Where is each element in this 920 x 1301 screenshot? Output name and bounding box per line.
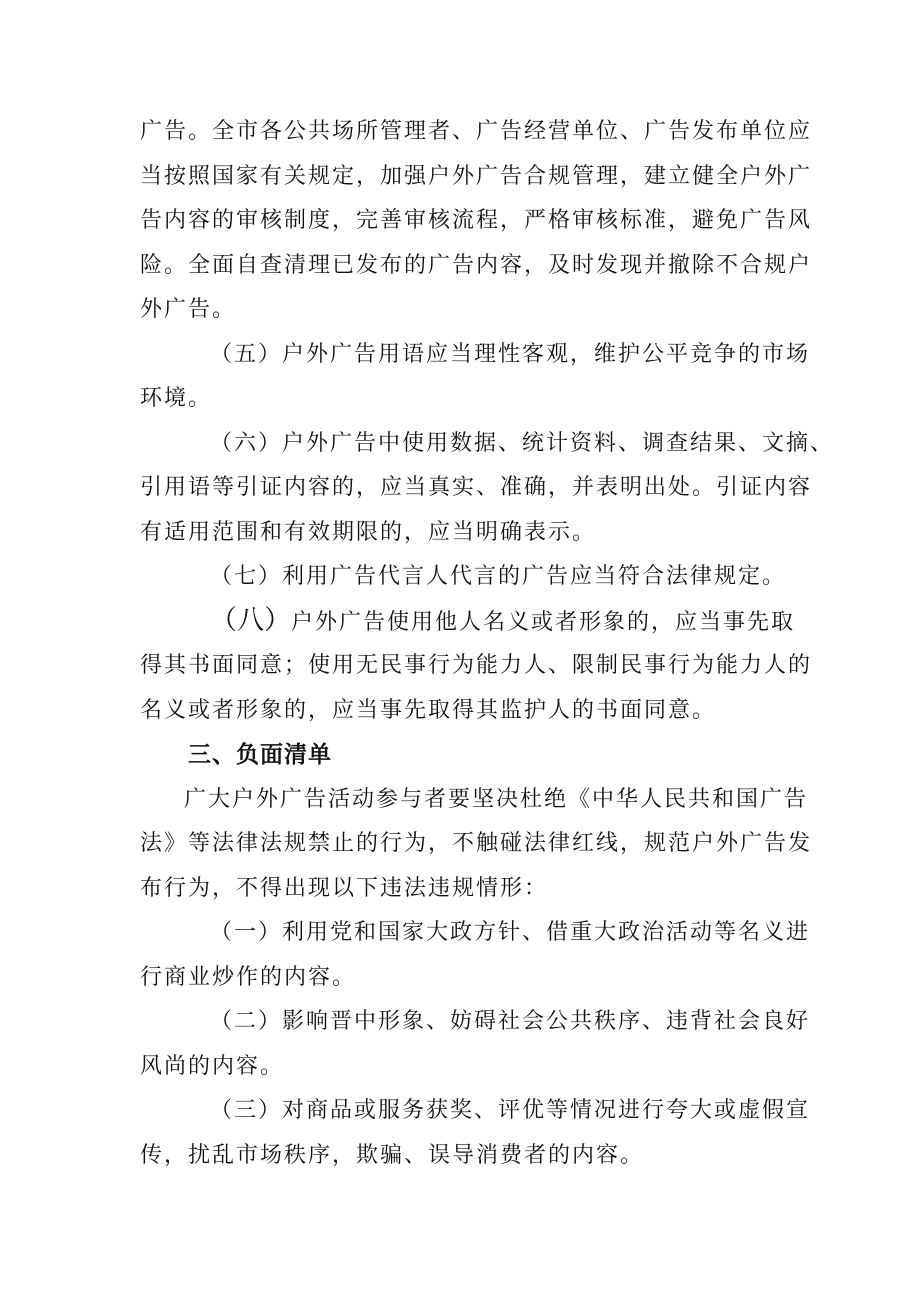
paragraph-line: （六）户外广告中使用数据、统计资料、调查结果、文摘、	[210, 431, 835, 456]
paragraph-line: 广大户外广告活动参与者要坚决杜绝《中华人民共和国广告	[184, 787, 809, 812]
paragraph-line: 风尚的内容。	[140, 1054, 285, 1079]
paragraph-line: 传，扰乱市场秩序，欺骗、误导消费者的内容。	[140, 1143, 645, 1168]
paragraph-line-text: 户外广告使用他人名义或者形象的，应当事先取	[291, 610, 796, 635]
paragraph-line: （二）影响晋中形象、妨碍社会公共秩序、违背社会良好	[210, 1009, 811, 1034]
section-heading: 三、负面清单	[188, 742, 332, 768]
paragraph-line: （五）户外广告用语应当理性客观，维护公平竞争的市场	[210, 342, 811, 367]
paragraph-line: 外广告。	[140, 297, 237, 322]
paragraph-line: 广告。全市各公共场所管理者、广告经营单位、广告发布单位应	[140, 119, 813, 144]
paragraph-line: 引用语等引证内容的，应当真实、准确，并表明出处。引证内容	[140, 475, 813, 500]
paragraph-line: 有适用范围和有效期限的，应当明确表示。	[140, 520, 597, 545]
paragraph-line: （一）利用党和国家大政方针、借重大政治活动等名义进	[210, 920, 811, 945]
paragraph-line: 法》等法律法规禁止的行为，不触碰法律红线，规范户外广告发	[140, 831, 813, 856]
paragraph-line: 名义或者形象的，应当事先取得其监护人的书面同意。	[140, 698, 717, 723]
paragraph-line: 当按照国家有关规定，加强户外广告合规管理，建立健全户外广	[140, 164, 813, 189]
paragraph-line: 环境。	[140, 386, 213, 411]
paragraph-line: 告内容的审核制度，完善审核流程，严格审核标准，避免广告风	[140, 208, 813, 233]
paragraph-line: 行商业炒作的内容。	[140, 965, 357, 990]
paragraph-line: 布行为，不得出现以下违法违规情形：	[140, 876, 549, 901]
paragraph-line: 险。全面自查清理已发布的广告内容，及时发现并撤除不合规户	[140, 253, 813, 278]
item-number-prefix: （八）	[210, 605, 291, 636]
paragraph-line	[210, 606, 795, 636]
paragraph-line: （七）利用广告代言人代言的广告应当符合法律规定。	[210, 564, 787, 589]
paragraph-line: （三）对商品或服务获奖、评优等情况进行夸大或虚假宣	[210, 1098, 811, 1123]
paragraph-line: 得其书面同意；使用无民事行为能力人、限制民事行为能力人的	[140, 653, 813, 678]
